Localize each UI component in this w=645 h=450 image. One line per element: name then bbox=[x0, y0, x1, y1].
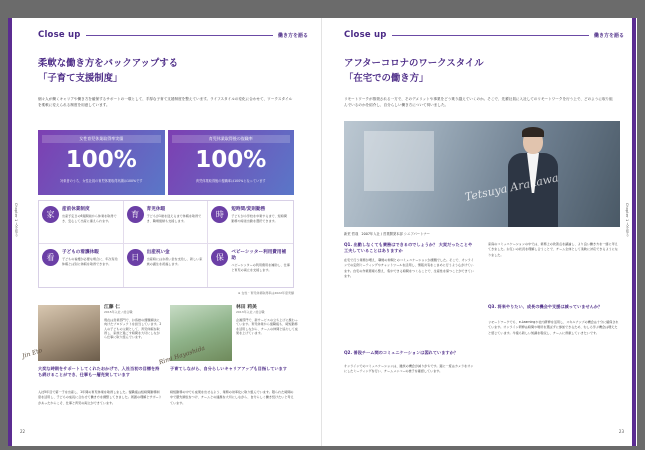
magazine-spread bbox=[8, 18, 637, 446]
body-text: 時短勤務の中でも成果を出せるよう、業務の効率化に取り組んでいます。限られた時間の中で優先順位をつけ、チームとの連携を大切にしながら、自分らしく働き続けたいと考えています。 bbox=[170, 390, 294, 405]
program-title: 短時間/変則勤務 bbox=[231, 207, 266, 212]
headline-line: 「子育て支援制度」 bbox=[38, 73, 123, 84]
program-grid bbox=[38, 200, 294, 288]
program-title: 子どもの看護休暇 bbox=[62, 250, 99, 255]
pull-quote: 子育てしながら、自分らしいキャリアアップも目指しています bbox=[170, 366, 287, 371]
program-text: ベビーシッターの利用費用を補助し、仕事と育児の両立を支援します。 bbox=[231, 263, 290, 272]
program-title: 出産祝い金 bbox=[146, 250, 170, 255]
footnote: ※ 女性・育児休業取得率は2022年度実績 bbox=[237, 291, 294, 295]
section-subtitle: 働き方を語る bbox=[277, 32, 308, 39]
stat-card bbox=[38, 130, 165, 195]
program-icon: 育 bbox=[127, 206, 144, 223]
left-page bbox=[8, 18, 322, 446]
chapter-tab bbox=[632, 18, 636, 446]
stat-label: 女性育児休業取得率実績 bbox=[42, 135, 161, 143]
header-rule bbox=[86, 35, 273, 36]
right-page bbox=[322, 18, 636, 446]
program-icon: 日 bbox=[127, 249, 144, 266]
stat-value: 100% bbox=[195, 147, 267, 173]
lead-paragraph: リモートワークが推奨される一方で、そのデメリットや事業をどう乗り越えていくのか。そこで、先輩社員に入社してのリモートワークを行う上で、どのように取り組んでいるのかを紹介し、自分らしい働き方について伺いました。 bbox=[344, 97, 613, 107]
chapter-side-label: Chapter 1 人を知る bbox=[625, 203, 629, 237]
program-item bbox=[208, 201, 293, 244]
question-heading: Q3. 将来やりたい、成長の機会や支援は減っていませんか？ bbox=[488, 304, 603, 309]
header-rule bbox=[392, 35, 589, 36]
program-title: 産前休業制度 bbox=[62, 207, 90, 212]
program-text: 出産予定日の6週間前から休業を取得でき、安心して出産に備えられます。 bbox=[62, 214, 117, 223]
persona-profile bbox=[104, 306, 162, 340]
section-subtitle: 働き方を語る bbox=[593, 32, 624, 39]
persona-name: 江藤 仁 bbox=[104, 305, 121, 310]
photo-caption: 新荒 哲哉 2007年入社 / 営業開発本部 シニアパートナー bbox=[344, 232, 430, 236]
lead-paragraph: 個々人が働くキャリアや働き方を確保するサポートの一環として、手厚な子育て支援制度を整えています。ライフスタイルの変化に合わせて、ワークスタイルを柔軟に変えられる制度を用意しています。 bbox=[38, 97, 293, 107]
pull-quote: 大変な時期をサポートしてくれたおかげで、入社当初の目標を持ち続けることができ、仕事も一層充実しています bbox=[38, 366, 160, 378]
section-header bbox=[38, 29, 308, 41]
persona-text: 企画部門で、新サービスの立ち上げに携わっています。育児休業から復職後も、時短勤務を活用しながら、チームの仲間と協力して成果を上げています。 bbox=[236, 317, 298, 336]
stat-value: 100% bbox=[65, 147, 137, 173]
section-header bbox=[344, 29, 624, 41]
stat-label: 育児休業取得後の復職率 bbox=[172, 135, 291, 143]
program-item bbox=[124, 244, 209, 287]
page-headline bbox=[38, 56, 178, 86]
headline-line: 「在宅での働き方」 bbox=[344, 73, 429, 84]
page-number: 23 bbox=[618, 429, 624, 434]
persona-name: 林田 莉美 bbox=[236, 305, 257, 310]
program-text: 子どもが1歳を迎えるまで休暇を取得でき、職場復帰も支援します。 bbox=[146, 214, 202, 223]
stat-note: 育児休業取得後の復職率は100%となっています bbox=[195, 179, 266, 183]
stat-card bbox=[168, 130, 295, 195]
program-icon: 保 bbox=[211, 249, 228, 266]
persona-profile bbox=[236, 306, 298, 335]
headline-line: 柔軟な働き方をバックアップする bbox=[38, 58, 178, 69]
stat-note: 対象者のうち、女性社員の育児休業取得実績は100%です bbox=[60, 179, 143, 183]
family-photo bbox=[38, 305, 100, 361]
signature-script: Rimi Hayashida bbox=[158, 344, 206, 367]
program-text: 出産時にはお祝い金を支給し、新しい家族の誕生を祝福します。 bbox=[146, 257, 203, 266]
office-window bbox=[364, 131, 434, 191]
signature-script: Jin Eto bbox=[21, 347, 44, 360]
question-heading: Q2. 普段チーム間のコミュニケーションは図れていますか？ bbox=[344, 350, 458, 355]
program-item bbox=[124, 201, 209, 244]
answer-text: 在宅で行う業務が増え、職場の仲間とのコミュニケーションが課題でした。そこで、オンラインでの定例ミーティングやチャットツールを活用し、情報共有をこまめに行うよう心がけています。自宅の作業環境も整え、集中できる時間をつくることで、生産性を保つことができています。 bbox=[344, 258, 474, 278]
page-headline bbox=[344, 56, 484, 86]
program-item bbox=[208, 244, 293, 287]
body-text: 入社5年目で第一子を出産し、1年間の育児休業を取得しました。復職後は短時間勤務制度を活用し、子どもの成長に合わせて働き方を調整してきました。周囲の理解とサポートがあったからこそ、仕事と育児の両立ができています。 bbox=[38, 390, 162, 405]
program-text: 子どもが小学校を卒業するまで、短時間勤務や時差出勤を選択できます。 bbox=[231, 214, 287, 223]
section-title: Close up bbox=[344, 30, 387, 40]
program-item bbox=[39, 201, 124, 244]
program-item bbox=[39, 244, 124, 287]
program-icon: 時 bbox=[211, 206, 228, 223]
answer-text: オンラインでのコミュニケーションは、雑談の機会が減りがちです。週に一度はカメラをオンにしたミーティングを行い、チームメンバーの様子を確認しています。 bbox=[344, 364, 474, 374]
answer-text: 家庭のコミュニケーションの中では、業務上の改善点を議論し、より良い働き方を一緒に考えてきました。お互いの状況を理解し合うことで、チーム全体として柔軟に対応できるようになりました。 bbox=[488, 242, 618, 257]
persona-role: 2013年入社 / 総合職 bbox=[236, 310, 265, 315]
persona-photo-group bbox=[38, 305, 100, 361]
hero-photo bbox=[344, 121, 620, 227]
chapter-side-label: Chapter 1 人を知る bbox=[14, 203, 18, 237]
program-icon: 看 bbox=[42, 249, 59, 266]
persona-role: 2015年入社 / 総合職 bbox=[104, 310, 133, 315]
signature-script: Tetsuya Arakawa bbox=[463, 171, 560, 204]
headline-line: アフターコロナのワークスタイル bbox=[344, 58, 484, 69]
stats-panel bbox=[38, 130, 294, 195]
section-title: Close up bbox=[38, 30, 81, 40]
program-title: 育児休暇 bbox=[146, 207, 166, 212]
program-title: ベビーシッター利用費用補助 bbox=[231, 250, 287, 261]
answer-text: リモートワークでも、e-Learningや社内研修を活用し、スキルアップの機会は十分に確保されています。オンライン研修は時間や場所を選ばずに参加できるため、むしろ学ぶ機会は増えたと感じています。今後も新しい知識を吸収し、チームに貢献していきたいです。 bbox=[488, 320, 619, 335]
page-number: 22 bbox=[20, 429, 26, 434]
persona-text: 現在は営業部門で、お客様の課題解決に向けたプロジェクトを担当しています。2人の子どもの父親として、育児休暇を取得し、家族と過ごす時間を大切にしながら仕事に取り組んでいます。 bbox=[104, 317, 162, 340]
question-heading: Q1. 出勤しなくても業務はできるのでしょうか？ 大変だったことや工夫していることはありますか bbox=[344, 242, 473, 253]
program-text: 子どもの看護が必要な場合に、年次有給休暇とは別に休暇を取得できます。 bbox=[62, 257, 118, 266]
program-icon: 家 bbox=[42, 206, 59, 223]
chapter-tab bbox=[8, 18, 12, 446]
